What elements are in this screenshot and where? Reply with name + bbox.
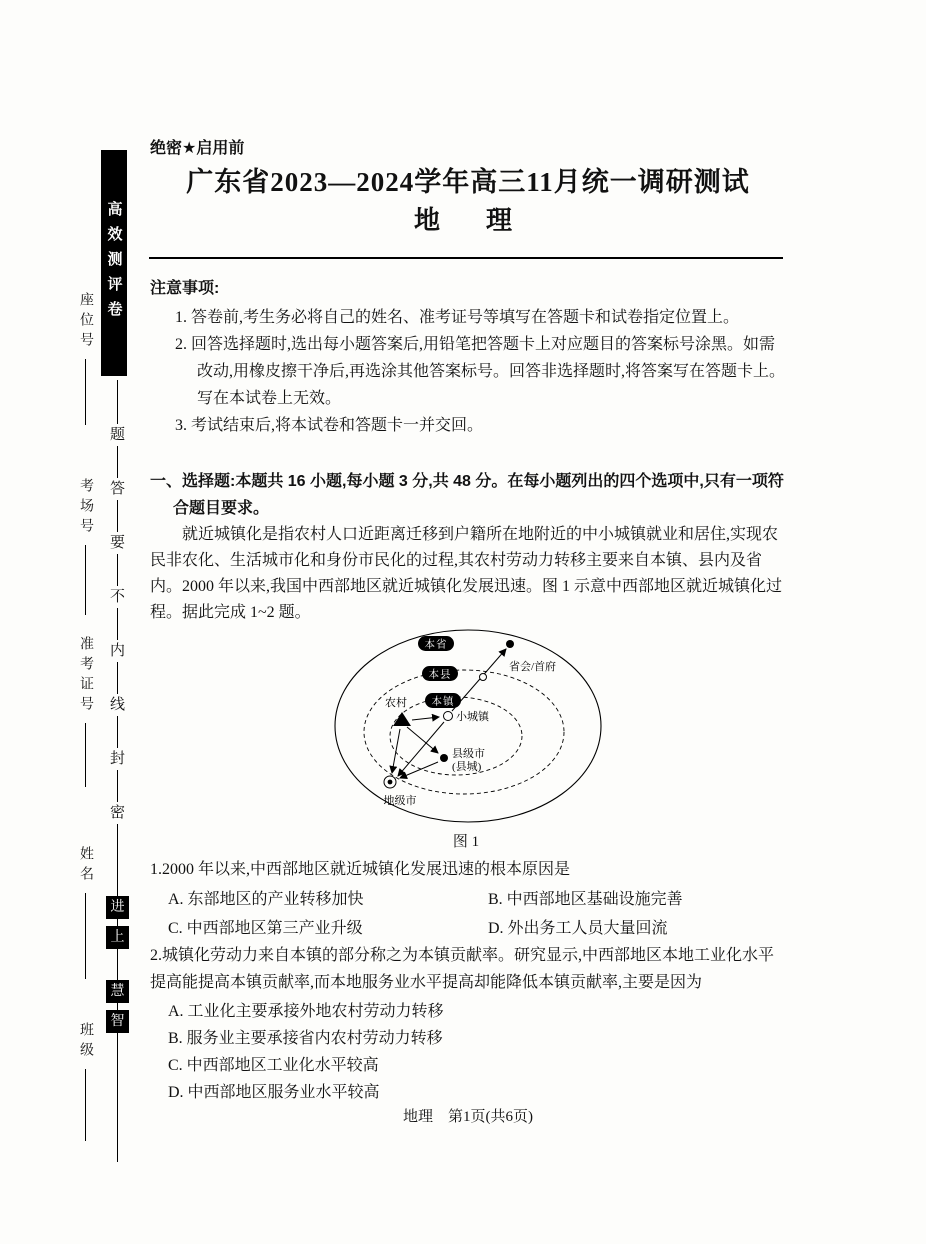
option-b: B. 服务业主要承接省内农村劳动力转移	[168, 1030, 443, 1047]
section-one-heading: 一、选择题:本题共 16 小题,每小题 3 分,共 48 分。在每小题列出的四个选项中,只有一项符合题目要求。	[150, 473, 784, 517]
class-blank-line	[85, 1069, 86, 1141]
prefecture-city-node	[384, 776, 396, 788]
bottom-banner-box: 慧	[106, 980, 129, 1003]
bottom-banner-box: 上	[106, 926, 129, 949]
seal-char: 密	[106, 802, 129, 824]
notice-item: 3. 考试结束后,将本试卷和答题卡一并交回。	[175, 417, 484, 434]
seal-char: 答	[106, 478, 129, 500]
question-2-stem: 2.城镇化劳动力来自本镇的部分称之为本镇贡献率。研究显示,中西部地区本地工业化水平提高能提高本镇贡献率,而本地服务业水平提高却能降低本镇贡献率,主要是因为	[150, 947, 775, 991]
county-city-node	[440, 754, 448, 762]
seat-number-blank-line	[85, 359, 86, 425]
notices-list	[175, 304, 786, 439]
secrecy-notice: 绝密★启用前	[150, 140, 245, 157]
intermediate-node	[480, 674, 487, 681]
option-c: C. 中西部地区工业化水平较高	[168, 1057, 379, 1074]
figure-1	[326, 626, 606, 851]
option-a: A. 东部地区的产业转移加快	[168, 891, 364, 908]
option-c: C. 中西部地区第三产业升级	[168, 920, 363, 937]
option-d: D. 外出务工人员大量回流	[488, 920, 668, 937]
class-label: 班级	[74, 1022, 96, 1141]
seal-char: 内	[106, 640, 129, 662]
notice-item: 1. 答卷前,考生务必将自己的姓名、准考证号等填写在答题卡和试卷指定位置上。	[175, 309, 740, 326]
exam-title: 广东省2023—2024学年高三11月统一调研测试	[186, 167, 750, 197]
exam-room-label: 考场号	[74, 478, 96, 615]
option-d: D. 中西部地区服务业水平较高	[168, 1084, 380, 1101]
admission-ticket-blank-line	[85, 723, 86, 787]
small-town-label: 小城镇	[456, 711, 489, 723]
seal-char: 线	[106, 694, 129, 716]
seal-char: 题	[106, 424, 129, 446]
urbanization-diagram	[326, 626, 606, 826]
header-divider	[149, 257, 783, 259]
seal-char: 不	[106, 586, 129, 608]
province-ellipse	[335, 630, 601, 822]
name-blank-line	[85, 893, 86, 979]
option-b: B. 中西部地区基础设施完善	[488, 891, 683, 908]
question-1-stem: 1.2000 年以来,中西部地区就近城镇化发展迅速的根本原因是	[150, 861, 571, 878]
svg-text:本省: 本省	[424, 639, 448, 651]
page-footer: 地理 第1页(共6页)	[403, 1109, 533, 1125]
brand-banner	[101, 150, 127, 376]
legend-pill-town	[425, 693, 461, 708]
village-label: 农村	[385, 697, 407, 709]
provincial-capital-node	[506, 640, 514, 648]
county-ellipse	[364, 670, 564, 794]
legend-pill-province	[418, 636, 454, 651]
seal-char: 封	[106, 748, 129, 770]
provincial-capital-label: 省会/首府	[509, 661, 557, 673]
question-2-options	[150, 998, 786, 1106]
svg-text:本镇: 本镇	[431, 696, 455, 708]
notices-heading: 注意事项:	[150, 280, 220, 297]
notice-item: 2. 回答选择题时,选出每小题答案后,用铅笔把答题卡上对应题目的答案标号涂黑。如需改动,用橡皮擦干净后,再选涂其他答案标号。回答非选择题时,将答案写在答题卡上。写在本试卷上无效。	[175, 336, 786, 407]
exam-room-blank-line	[85, 545, 86, 615]
bottom-banner-box: 智	[106, 1010, 129, 1033]
section-one-passage: 就近城镇化是指农村人口近距离迁移到户籍所在地附近的中小城镇就业和居住,实现农民非农化、生活城市化和身份市民化的过程,其农村劳动力转移主要来自本镇、县内及省内。2000 年以来,我国中西部地区就近城镇化发展迅速。图 1 示意中西部地区就近城镇化过程。据此完成 1~2 题。	[150, 526, 783, 621]
county-city-label-2: (县城)	[452, 761, 482, 773]
seat-number-label: 座位号	[74, 292, 96, 425]
svg-text:本县: 本县	[428, 669, 452, 681]
brand-banner-text: 高效测评卷	[105, 200, 123, 326]
bottom-banner-box: 进	[106, 896, 129, 919]
figure-caption: 图 1	[452, 834, 480, 850]
subject-title: 地 理	[413, 206, 522, 235]
village-node	[393, 712, 411, 726]
seal-char: 要	[106, 532, 129, 554]
county-city-label-1: 县级市	[452, 748, 485, 760]
name-label: 姓名	[74, 846, 96, 979]
option-a: A. 工业化主要承接外地农村劳动力转移	[168, 1003, 444, 1020]
small-town-node	[444, 712, 453, 721]
legend-pill-county	[422, 666, 458, 681]
prefecture-city-label: 地级市	[383, 795, 417, 807]
admission-ticket-label: 准考证号	[74, 636, 96, 787]
question-1-options	[150, 886, 786, 942]
